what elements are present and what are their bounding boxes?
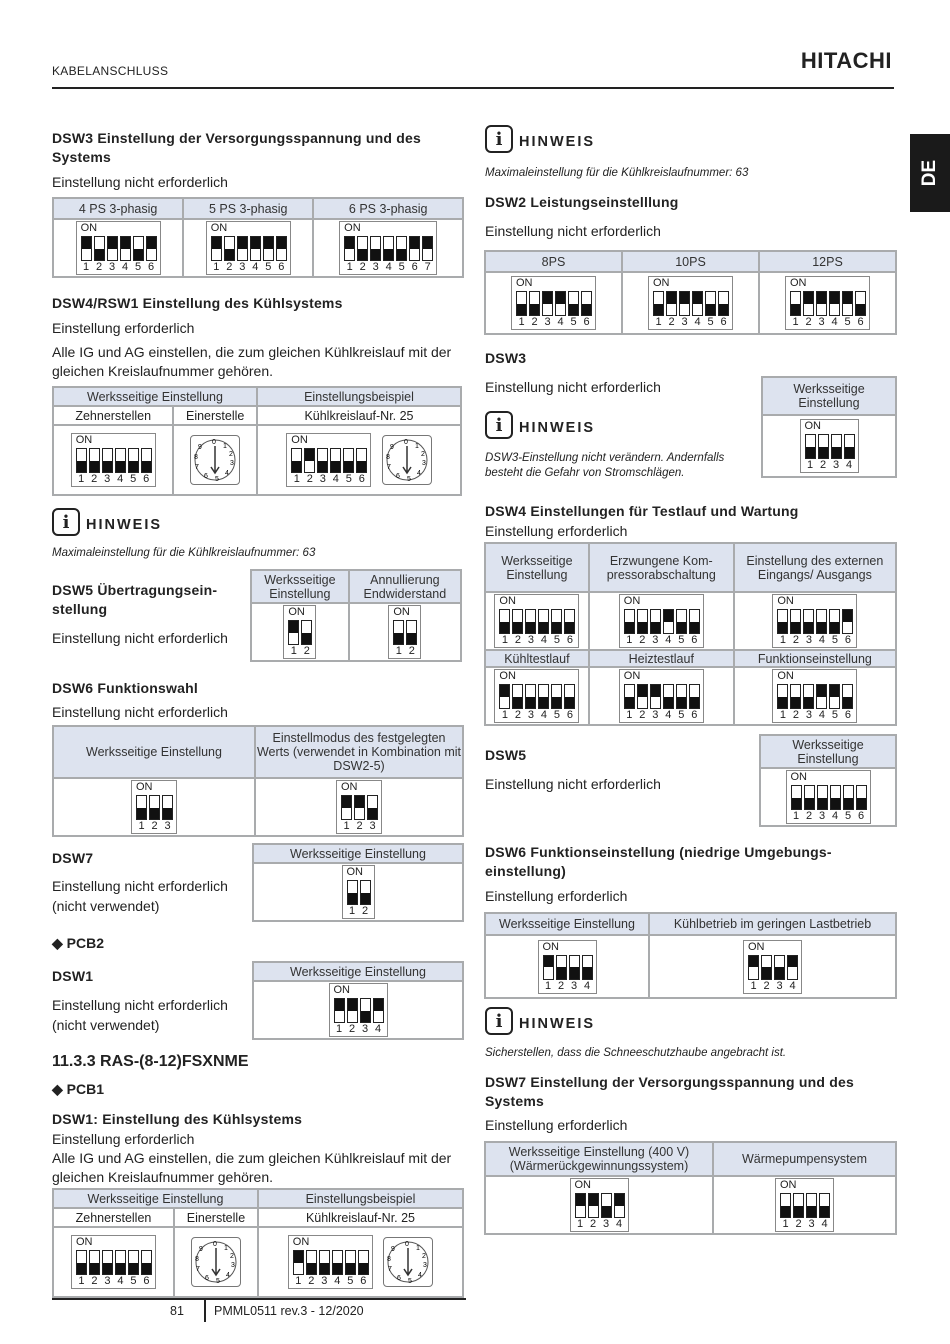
dip-switch-icon: ON 1 2 3 bbox=[336, 780, 382, 834]
dsw4r-title: DSW4 Einstellungen für Testlauf und Wartung bbox=[485, 503, 799, 519]
dsw5-table: Werksseitige Einstellung Annullierung Endwiderstand ON 1 2 ON 1 2 bbox=[250, 569, 462, 662]
svg-text:9: 9 bbox=[391, 1246, 396, 1253]
svg-text:2: 2 bbox=[422, 1253, 427, 1260]
note-text-2: Maximaleinstellung für die Kühlkreislaufnummer: 63 bbox=[485, 167, 749, 179]
svg-text:7: 7 bbox=[195, 464, 200, 471]
dsw5-title: DSW5 Übertragungsein-stellung bbox=[52, 582, 218, 617]
dsw3-table: 4 PS 3-phasig 5 PS 3-phasig 6 PS 3-phasig ON 1 2 3 4 5 6 ON 1 2 3 4 5 6 ON 1 2 3 4 5 6 7 bbox=[52, 197, 464, 278]
dsw7-text1: Einstellung nicht erforderlich bbox=[52, 878, 228, 894]
dsw4-title: DSW4/RSW1 Einstellung des Kühlsystems bbox=[52, 295, 343, 311]
dip-switch-icon: ON 1 2 3 4 5 6 bbox=[71, 433, 156, 487]
note-text-3: DSW3-Einstellung nicht verändern. Andernfalls besteht die Gefahr von Stromschlägen. bbox=[485, 452, 725, 479]
dsw3r-title: DSW3 bbox=[485, 350, 527, 366]
svg-text:2: 2 bbox=[229, 451, 234, 458]
svg-text:2: 2 bbox=[229, 1253, 234, 1260]
rotary-switch-icon bbox=[191, 1237, 241, 1287]
dsw7-text2: (nicht verwendet) bbox=[52, 898, 160, 914]
dip-switch-icon: ON 1 2 3 4 5 6 bbox=[71, 1235, 156, 1289]
svg-text:4: 4 bbox=[416, 470, 421, 477]
dsw7-title: DSW7 bbox=[52, 850, 94, 866]
dsw6r-title: DSW6 Funktionseinstellung (niedrige Umgebungs-einstellung) bbox=[485, 844, 832, 879]
section-title: 11.3.3 RAS-(8-12)FSXNME bbox=[52, 1053, 249, 1070]
info-icon: i bbox=[485, 1007, 513, 1035]
dsw3r-text: Einstellung nicht erforderlich bbox=[485, 379, 661, 395]
dsw6-table: Werksseitige Einstellung Einstellmodus des festgelegten Werts (verwendet in Kombination mit DSW2-5) ON 1 2 3 ON 1 2 3 bbox=[52, 725, 464, 837]
note-text-1: Maximaleinstellung für die Kühlkreislaufnummer: 63 bbox=[52, 547, 316, 559]
svg-text:3: 3 bbox=[230, 460, 235, 467]
dsw6r-text: Einstellung erforderlich bbox=[485, 888, 628, 904]
svg-text:3: 3 bbox=[230, 1262, 235, 1269]
dsw1b-table: Werksseitige Einstellung Einstellungsbeispiel Zehnerstellen Einerstelle Kühlkreislauf-Nr. 25 ON 1 2 3 4 5 6 0 1 2 3 4 5 6 7 8 9 ON 1 2 3 4 5 6 0 1 2 3 4 5 6 7 8 9 bbox=[52, 1188, 464, 1298]
note-hinweis-1: i HINWEIS bbox=[52, 508, 162, 536]
svg-text:0: 0 bbox=[403, 439, 408, 446]
svg-text:4: 4 bbox=[418, 1272, 423, 1279]
dsw2-table: 8PS 10PS 12PS ON 1 2 3 4 5 6 ON 1 2 3 4 5 6 ON 1 2 3 4 5 6 bbox=[484, 250, 897, 335]
dip-switch-icon: ON 1 2 3 4 5 6 bbox=[76, 221, 161, 275]
language-tab: DE bbox=[910, 134, 950, 212]
svg-text:3: 3 bbox=[423, 1262, 428, 1269]
note-text-4: Sicherstellen, dass die Schneeschutzhaube angebracht ist. bbox=[485, 1047, 787, 1059]
dip-switch-icon: ON 1 2 3 4 5 6 bbox=[648, 276, 733, 330]
svg-text:9: 9 bbox=[198, 444, 203, 451]
dip-switch-icon: ON 1 2 bbox=[283, 605, 316, 659]
svg-text:9: 9 bbox=[198, 1246, 203, 1253]
dsw7-table: Werksseitige Einstellung ON 1 2 bbox=[252, 843, 464, 922]
dip-switch-icon: ON 1 2 3 4 5 6 bbox=[785, 276, 870, 330]
pcb1-heading: ◆ PCB1 bbox=[52, 1081, 105, 1097]
dsw1b-text2: Alle IG und AG einstellen, die zum gleichen Kühlkreislauf mit der gleichen Kreislaufnummer gehören. bbox=[52, 1150, 452, 1185]
hitachi-logo: HITACHI bbox=[800, 48, 892, 73]
dsw1-table: Werksseitige Einstellung ON 1 2 3 4 bbox=[252, 961, 464, 1040]
svg-text:4: 4 bbox=[225, 470, 230, 477]
dip-switch-icon: ON 1 2 3 4 5 6 bbox=[619, 669, 704, 723]
header-rule bbox=[52, 87, 894, 89]
note-hinweis-2: i HINWEIS bbox=[485, 125, 595, 153]
dsw5r-table: Werksseitige Einstellung ON 1 2 3 4 5 6 bbox=[759, 734, 897, 827]
dsw4-text1: Einstellung erforderlich bbox=[52, 320, 195, 336]
svg-text:3: 3 bbox=[421, 460, 426, 467]
dip-switch-icon: ON 1 2 3 4 5 6 bbox=[494, 669, 579, 723]
dsw1-text2: (nicht verwendet) bbox=[52, 1017, 160, 1033]
dsw6-title: DSW6 Funktionswahl bbox=[52, 680, 198, 696]
dsw3r-table: Werksseitige Einstellung ON 1 2 3 4 bbox=[761, 376, 897, 478]
dip-switch-icon: ON 1 2 3 4 bbox=[775, 1178, 834, 1232]
svg-text:1: 1 bbox=[223, 1245, 228, 1252]
dsw1-title: DSW1 bbox=[52, 968, 94, 984]
info-icon: i bbox=[52, 508, 80, 536]
dip-switch-icon: ON 1 2 3 4 bbox=[329, 983, 388, 1037]
dip-switch-icon: ON 1 2 3 4 5 6 bbox=[511, 276, 596, 330]
dip-switch-icon: ON 1 2 3 4 5 6 bbox=[206, 221, 291, 275]
dip-switch-icon: ON 1 2 3 4 5 6 bbox=[494, 594, 579, 648]
dsw1-text1: Einstellung nicht erforderlich bbox=[52, 997, 228, 1013]
svg-text:7: 7 bbox=[195, 1266, 200, 1273]
dsw4-text2: Alle IG und AG einstellen, die zum gleichen Kühlkreislauf mit der gleichen Kreislaufnummer gehören. bbox=[52, 344, 452, 379]
rotary-switch-icon bbox=[382, 435, 432, 485]
dip-switch-icon: ON 1 2 3 4 bbox=[538, 940, 597, 994]
svg-text:0: 0 bbox=[405, 1241, 410, 1248]
dsw5r-title: DSW5 bbox=[485, 747, 527, 763]
dip-switch-icon: ON 1 2 3 4 5 6 bbox=[786, 770, 871, 824]
info-icon: i bbox=[485, 411, 513, 439]
svg-text:6: 6 bbox=[395, 473, 400, 480]
dip-switch-icon: ON 1 2 3 4 5 6 7 bbox=[339, 221, 437, 275]
dsw5-text: Einstellung nicht erforderlich bbox=[52, 630, 228, 646]
dip-switch-icon: ON 1 2 3 4 bbox=[570, 1178, 629, 1232]
dsw4r-text: Einstellung erforderlich bbox=[485, 523, 628, 539]
svg-text:5: 5 bbox=[406, 476, 411, 483]
svg-text:7: 7 bbox=[388, 1266, 393, 1273]
dip-switch-icon: ON 1 2 3 4 5 6 bbox=[288, 1235, 373, 1289]
dip-switch-icon: ON 1 2 3 4 bbox=[800, 419, 859, 473]
section-header: KABELANSCHLUSS bbox=[52, 64, 169, 78]
dsw4-table: Werksseitige Einstellung Einstellungsbeispiel Zehnerstellen Einerstelle Kühlkreislauf-Nr. 25 ON 1 2 3 4 5 6 0 1 2 3 4 5 6 7 8 9 ON 1 2 3 4 5 6 0 1 2 3 4 5 6 7 8 9 bbox=[52, 386, 462, 496]
svg-text:8: 8 bbox=[194, 454, 199, 461]
dsw5r-text: Einstellung nicht erforderlich bbox=[485, 776, 661, 792]
dsw7r-table: Werksseitige Einstellung (400 V) (Wärmerückgewinnungssystem) Wärmepumpensystem ON 1 2 3 4 ON 1 2 3 4 bbox=[484, 1141, 897, 1235]
rotary-switch-icon bbox=[190, 435, 240, 485]
page-number: 81 bbox=[170, 1304, 184, 1318]
dsw2-text: Einstellung nicht erforderlich bbox=[485, 223, 661, 239]
dip-switch-icon: ON 1 2 3 4 5 6 bbox=[772, 594, 857, 648]
svg-text:6: 6 bbox=[204, 1275, 209, 1282]
dip-switch-icon: ON 1 2 3 4 5 6 bbox=[286, 433, 371, 487]
svg-text:1: 1 bbox=[416, 1245, 421, 1252]
svg-text:7: 7 bbox=[386, 464, 391, 471]
info-icon: i bbox=[485, 125, 513, 153]
dsw1b-title: DSW1: Einstellung des Kühlsystems bbox=[52, 1111, 303, 1127]
svg-text:0: 0 bbox=[212, 1241, 217, 1248]
dsw7r-text: Einstellung erforderlich bbox=[485, 1117, 628, 1133]
svg-text:8: 8 bbox=[387, 1256, 392, 1263]
svg-text:9: 9 bbox=[389, 444, 394, 451]
svg-text:0: 0 bbox=[212, 439, 217, 446]
svg-text:8: 8 bbox=[385, 454, 390, 461]
dsw4r-table: Werksseitige Einstellung Erzwungene Kom-pressorabschaltung Einstellung des externen Eingangs/ Ausgangs ON 1 2 3 4 5 6 ON 1 2 3 4 5 6 ON 1 2 3 4 5 6 Kühltestlauf Heiztestlauf Funktionseinstellung ON 1 2 3 4 5 6 ON 1 2 3 4 5 6 ON 1 2 3 4 5 6 bbox=[484, 542, 897, 726]
svg-text:1: 1 bbox=[414, 443, 419, 450]
dip-switch-icon: ON 1 2 bbox=[342, 865, 375, 919]
dsw3-title: DSW3 Einstellung der Versorgungsspannung und des Systems bbox=[52, 130, 421, 165]
dsw6-text: Einstellung nicht erforderlich bbox=[52, 704, 228, 720]
footer-divider bbox=[204, 1300, 206, 1322]
footer-rule bbox=[52, 1298, 466, 1300]
dsw2-title: DSW2 Leistungseinstelllung bbox=[485, 194, 679, 210]
svg-text:4: 4 bbox=[225, 1272, 230, 1279]
dip-switch-icon: ON 1 2 3 4 bbox=[743, 940, 802, 994]
dsw7r-title: DSW7 Einstellung der Versorgungsspannung und des Systems bbox=[485, 1074, 854, 1109]
note-hinweis-4: i HINWEIS bbox=[485, 1007, 595, 1035]
dsw3-text: Einstellung nicht erforderlich bbox=[52, 174, 228, 190]
svg-text:5: 5 bbox=[215, 476, 220, 483]
svg-text:6: 6 bbox=[397, 1275, 402, 1282]
dip-switch-icon: ON 1 2 bbox=[388, 605, 421, 659]
rotary-switch-icon bbox=[383, 1237, 433, 1287]
svg-text:6: 6 bbox=[204, 473, 209, 480]
svg-text:5: 5 bbox=[215, 1278, 220, 1285]
svg-text:1: 1 bbox=[223, 443, 228, 450]
svg-text:8: 8 bbox=[194, 1256, 199, 1263]
dsw6r-table: Werksseitige Einstellung Kühlbetrieb im geringen Lastbetrieb ON 1 2 3 4 ON 1 2 3 4 bbox=[484, 912, 897, 999]
note-hinweis-3: i HINWEIS bbox=[485, 411, 595, 439]
pcb2-heading: ◆ PCB2 bbox=[52, 935, 105, 951]
svg-text:5: 5 bbox=[408, 1278, 413, 1285]
doc-revision: PMML0511 rev.3 - 12/2020 bbox=[214, 1304, 364, 1318]
dip-switch-icon: ON 1 2 3 bbox=[131, 780, 177, 834]
svg-text:2: 2 bbox=[420, 451, 425, 458]
dsw1b-text1: Einstellung erforderlich bbox=[52, 1131, 195, 1147]
dip-switch-icon: ON 1 2 3 4 5 6 bbox=[772, 669, 857, 723]
dip-switch-icon: ON 1 2 3 4 5 6 bbox=[619, 594, 704, 648]
